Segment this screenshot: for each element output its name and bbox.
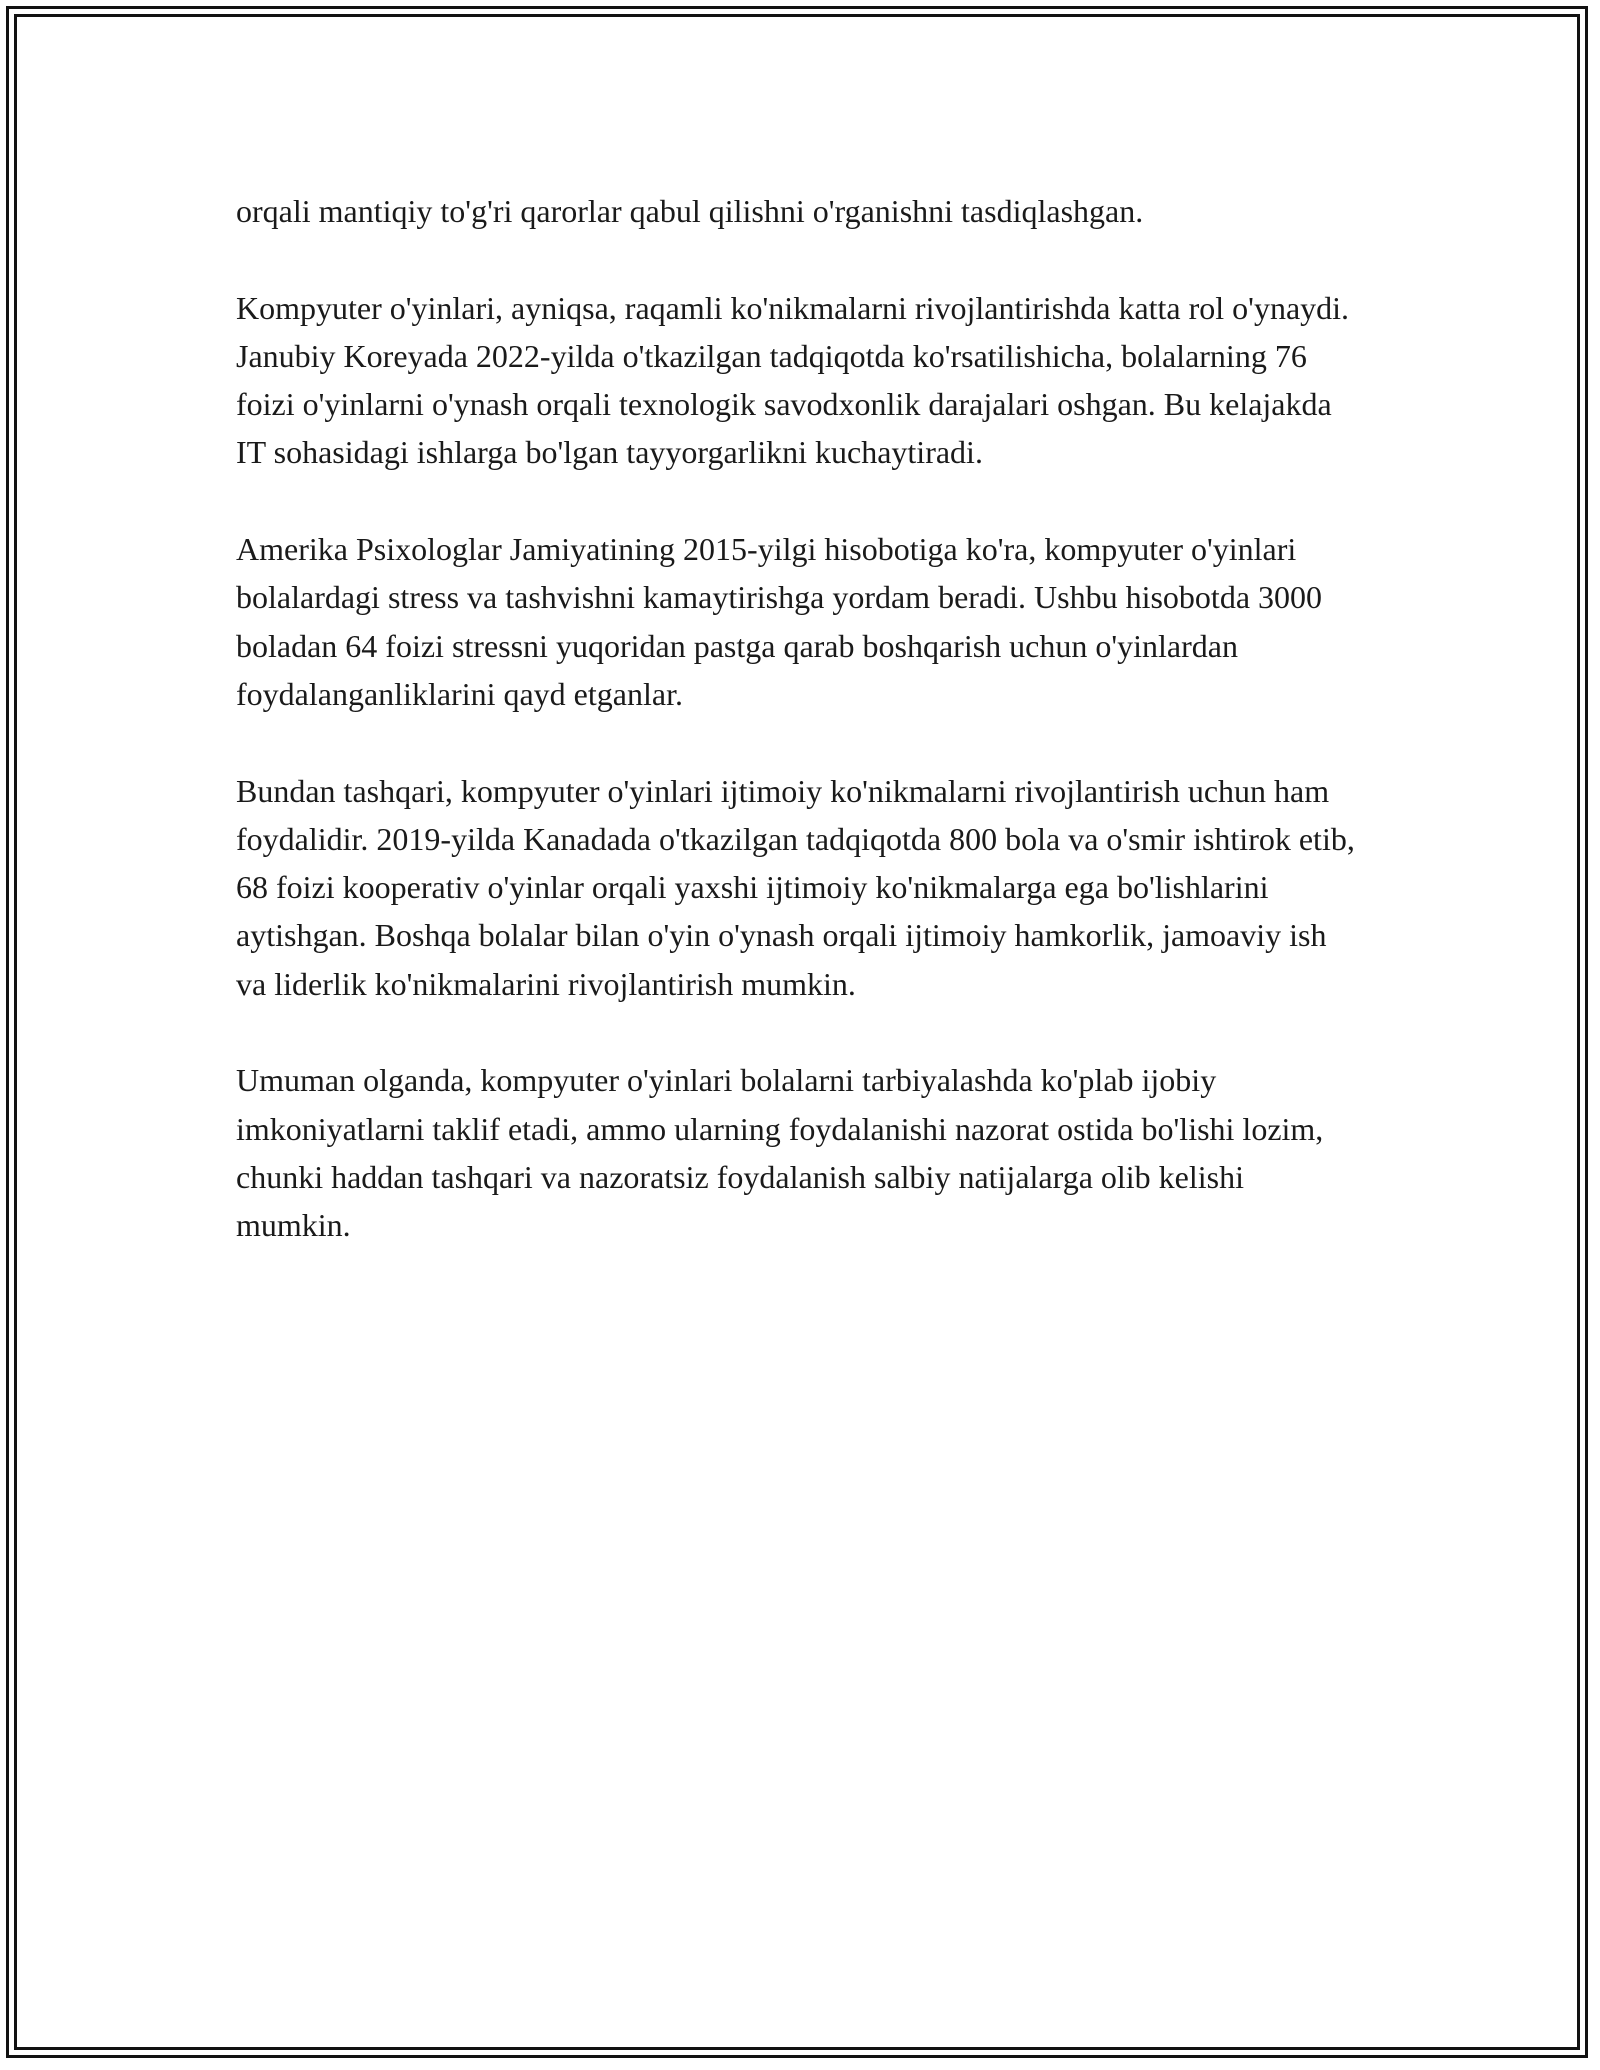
paragraph-conclusion: Umuman olganda, kompyuter o'yinlari bolalarni tarbiyalashda ko'plab ijobiy imkoniyatlarni taklif etadi, ammo ularning foydalanishi nazorat ostida bo'lishi lozim, chunki haddan tashqari va nazoratsiz foydalanish salbiy natijalarga olib kelishi mumkin.: [236, 1062, 1324, 1244]
paragraph-stress-report: Amerika Psixologlar Jamiyatining 2015-yilgi hisobotiga ko'ra, kompyuter o'yinlari bolalardagi stress va tashvishni kamaytirishga yordam beradi. Ushbu hisobotda 3000 boladan 64 foizi stressni yuqoridan pastga qarab boshqarish uchun o'yinlardan foydalanganliklarini qayd etganlar.: [236, 531, 1323, 712]
paragraph-digital-skills: Kompyuter o'yinlari, ayniqsa, raqamli ko'nikmalarni rivojlantirishda katta rol o'ynaydi. Janubiy Koreyada 2022-yilda o'tkazilgan tadqiqotda ko'rsatilishicha, bolalarning 76 foizi o'yinlarni o'ynash orqali texnologik savodxonlik darajalari oshgan. Bu kelajakda IT sohasidagi ishlarga bo'lgan tayyorgarlikni kuchaytiradi.: [236, 289, 1350, 471]
paragraph-continuation: orqali mantiqiy to'g'ri qarorlar qabul qilishni o'rganishni tasdiqlashgan.: [236, 193, 1144, 229]
document-body: [236, 187, 1356, 1298]
paragraph-social-skills: Bundan tashqari, kompyuter o'yinlari ijtimoiy ko'nikmalarni rivojlantirish uchun ham foydalidir. 2019-yilda Kanadada o'tkazilgan tadqiqotda 800 bola va o'smir ishtirok etib, 68 foizi kooperativ o'yinlar orqali yaxshi ijtimoiy ko'nikmalarga ega bo'lishlarini aytishgan. Boshqa bolalar bilan o'yin o'ynash orqali ijtimoiy hamkorlik, jamoaviy ish va liderlik ko'nikmalarini rivojlantirish mumkin.: [236, 772, 1355, 1002]
